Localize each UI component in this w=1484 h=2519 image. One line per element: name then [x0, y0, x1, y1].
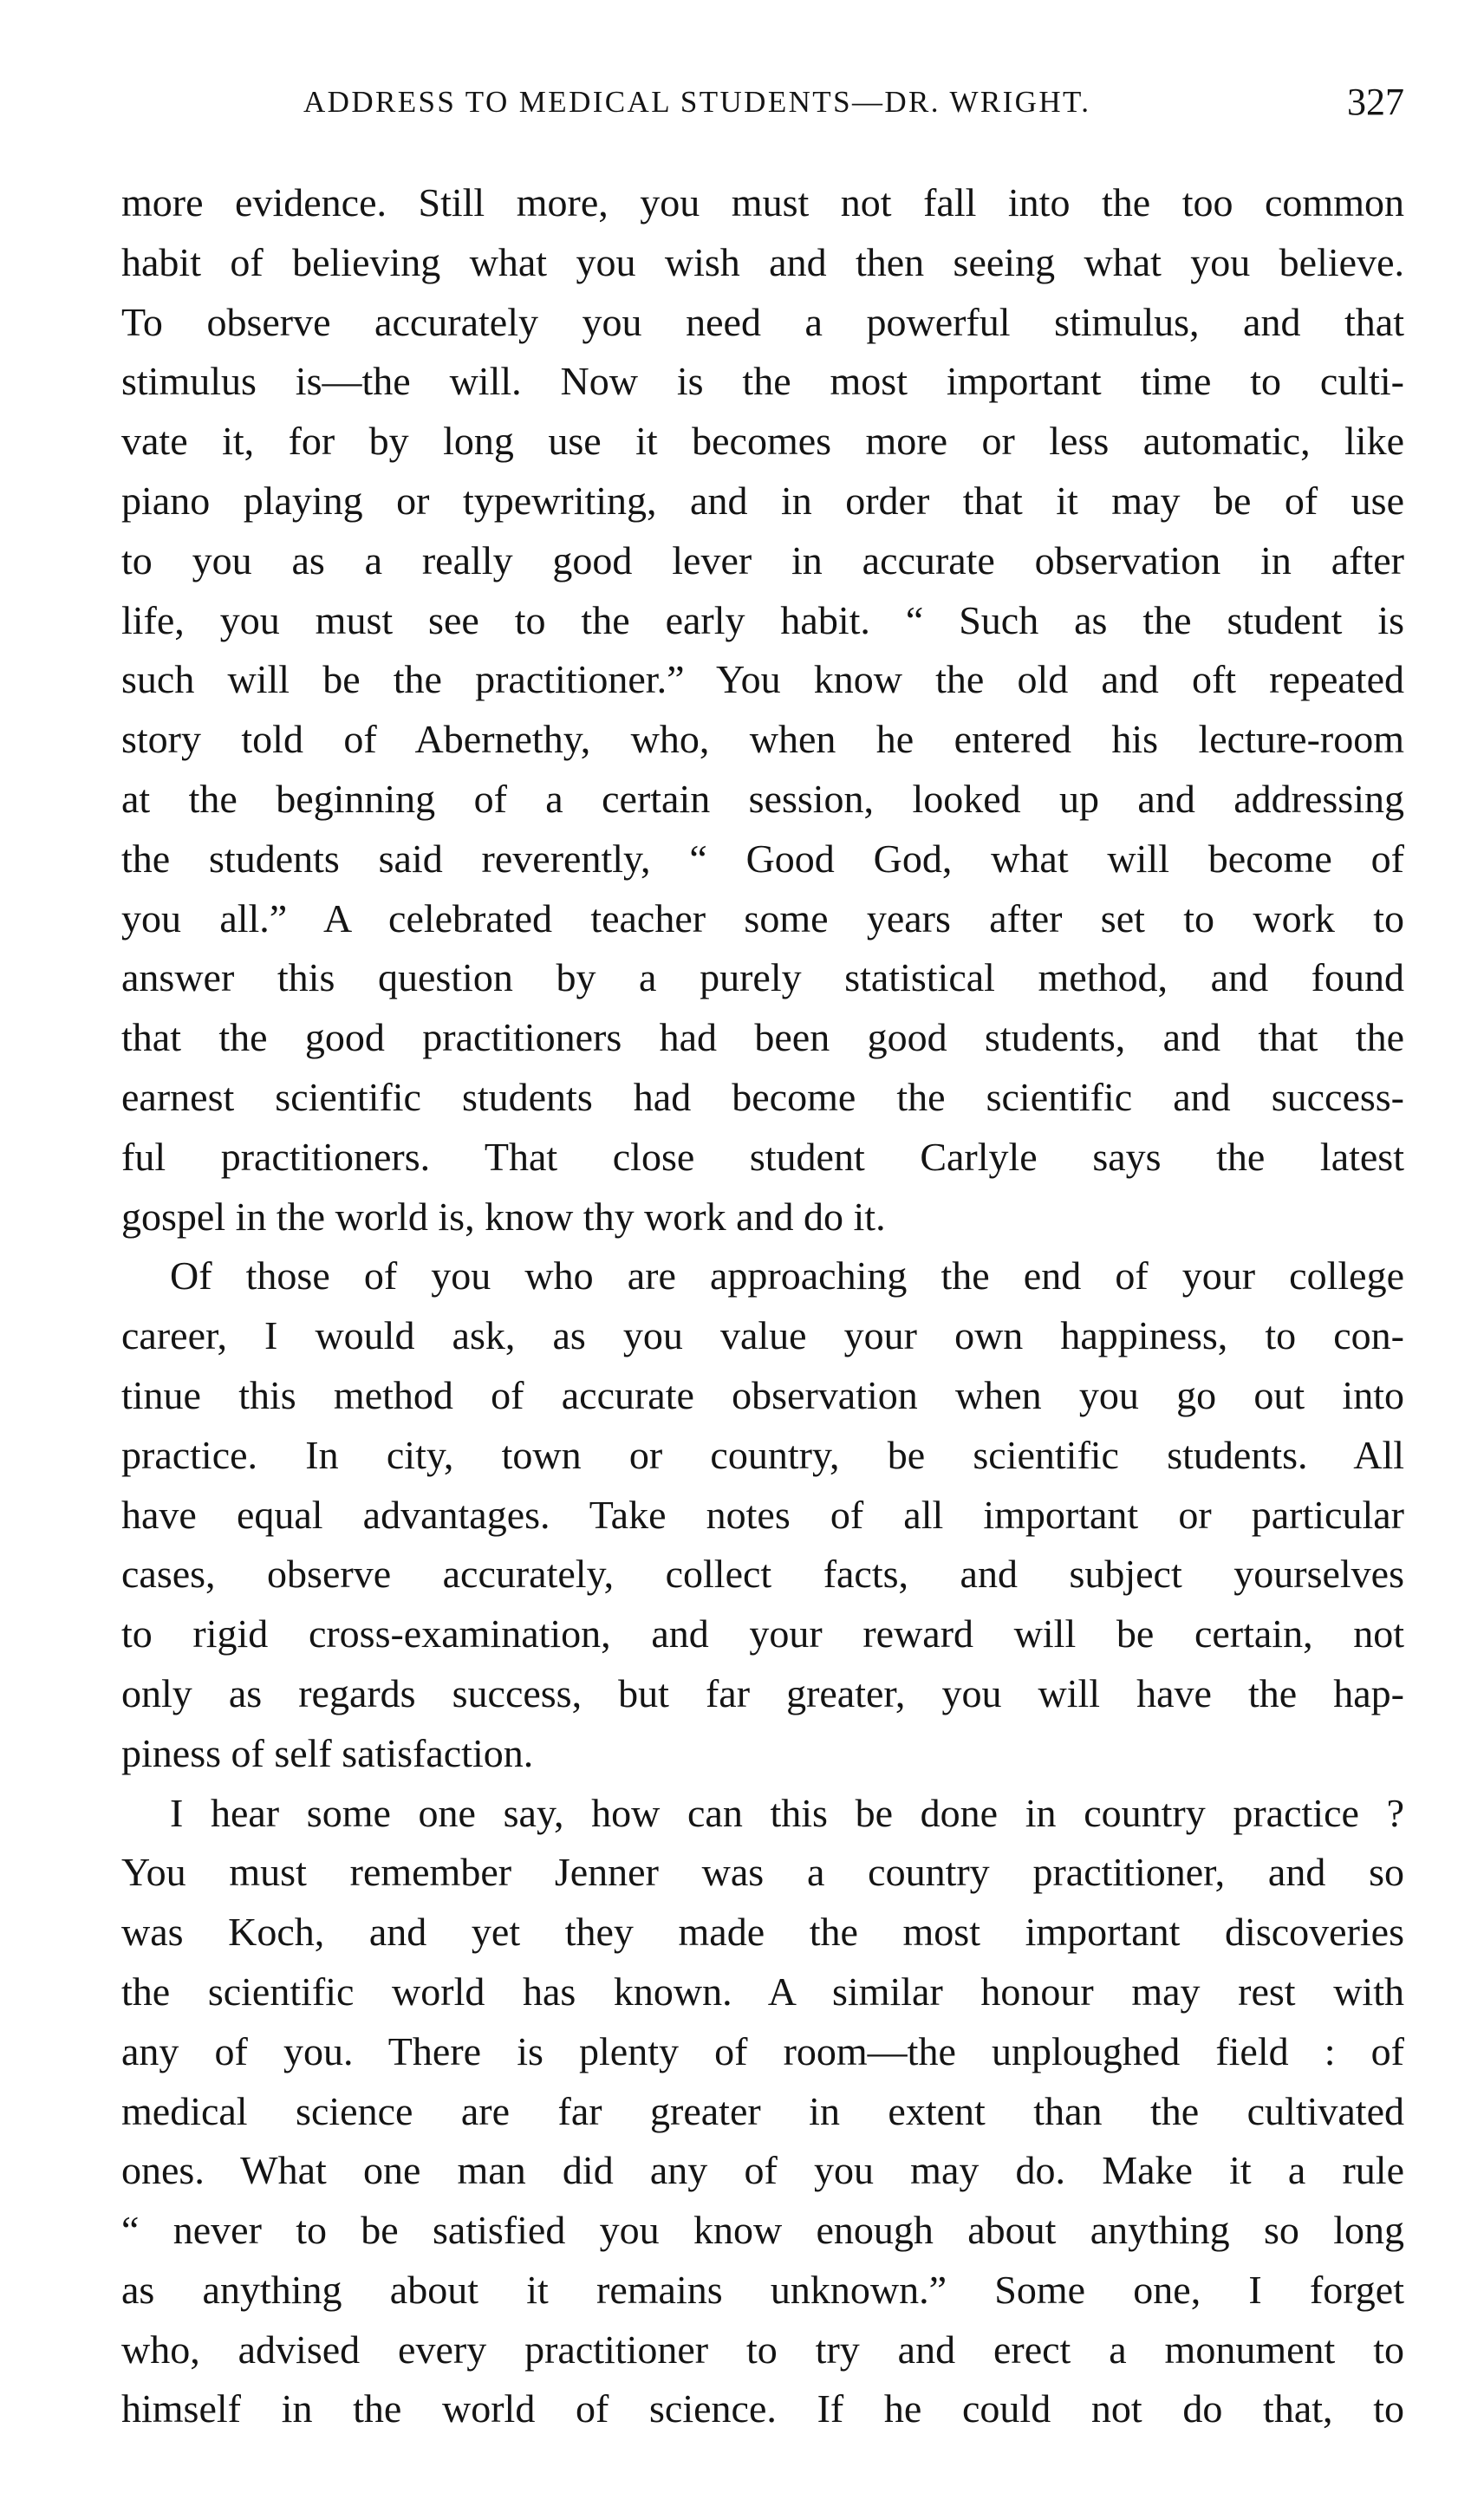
text-line: to you as a really good lever in accurate observation in after: [121, 537, 1404, 583]
text-line: who, advised every practitioner to try and erect a monument to: [121, 2327, 1404, 2372]
running-head: ADDRESS TO MEDICAL STUDENTS—DR. WRIGHT.: [303, 85, 1091, 119]
text-line: was Koch, and yet they made the most important discoveries: [121, 1910, 1404, 1955]
text-line: life, you must see to the early habit. “ Such as the student is: [121, 597, 1404, 642]
text-line: such will be the practitioner.” You know the old and oft repeated: [121, 657, 1404, 702]
body-text: [121, 173, 1404, 2439]
text-line: stimulus is—the will. Now is the most important time to culti-: [121, 359, 1404, 404]
text-line: “ never to be satisfied you know enough about anything so long: [121, 2208, 1404, 2253]
text-line: answer this question by a purely statistical method, and found: [121, 955, 1404, 1000]
text-line: practice. In city, town or country, be scientific students. All: [121, 1432, 1404, 1477]
text-line: have equal advantages. Take notes of all important or particular: [121, 1492, 1404, 1537]
text-line: You must remember Jenner was a country practitioner, and so: [121, 1850, 1404, 1895]
text-line: cases, observe accurately, collect facts, and subject yourselves: [121, 1552, 1404, 1597]
text-line: the students said reverently, “ Good God, what will become of: [121, 836, 1404, 881]
text-line: gospel in the world is, know thy work and do it.: [121, 1194, 886, 1239]
text-line: ones. What one man did any of you may do. Make it a rule: [121, 2148, 1404, 2193]
page-number: 327: [1347, 81, 1404, 123]
page-header: [121, 80, 1404, 132]
text-line: as anything about it remains unknown.” Some one, I forget: [121, 2267, 1404, 2312]
text-line: more evidence. Still more, you must not fall into the too common: [121, 180, 1404, 225]
text-line: to rigid cross-examination, and your reward will be certain, not: [121, 1611, 1404, 1657]
text-line: himself in the world of science. If he could not do that, to: [121, 2386, 1404, 2431]
text-line: piness of self satisfaction.: [121, 1730, 534, 1775]
text-line: vate it, for by long use it becomes more or less automatic, like: [121, 419, 1404, 464]
text-line: tinue this method of accurate observation when you go out into: [121, 1372, 1404, 1417]
text-line: ful practitioners. That close student Carlyle says the latest: [121, 1134, 1404, 1179]
text-line: only as regards success, but far greater, you will have the hap-: [121, 1670, 1404, 1715]
text-line: at the beginning of a certain session, looked up and addressing: [121, 776, 1404, 821]
text-line: piano playing or typewriting, and in order that it may be of use: [121, 478, 1404, 523]
text-line: that the good practitioners had been good students, and that the: [121, 1015, 1404, 1060]
text-line: habit of believing what you wish and then seeing what you believe.: [121, 239, 1404, 284]
text-line: career, I would ask, as you value your own happiness, to con-: [121, 1313, 1404, 1358]
text-line: To observe accurately you need a powerful stimulus, and that: [121, 299, 1404, 344]
text-line: I hear some one say, how can this be done in country practice ?: [170, 1790, 1404, 1835]
text-line: medical science are far greater in extent than the cultivated: [121, 2088, 1404, 2133]
text-line: the scientific world has known. A similar honour may rest with: [121, 1969, 1404, 2014]
text-line: earnest scientific students had become the scientific and success-: [121, 1074, 1404, 1119]
text-line: Of those of you who are approaching the end of your college: [170, 1253, 1404, 1299]
text-line: any of you. There is plenty of room—the unploughed field : of: [121, 2028, 1404, 2073]
text-line: you all.” A celebrated teacher some years after set to work to: [121, 895, 1404, 941]
text-line: story told of Abernethy, who, when he entered his lecture-room: [121, 717, 1404, 762]
